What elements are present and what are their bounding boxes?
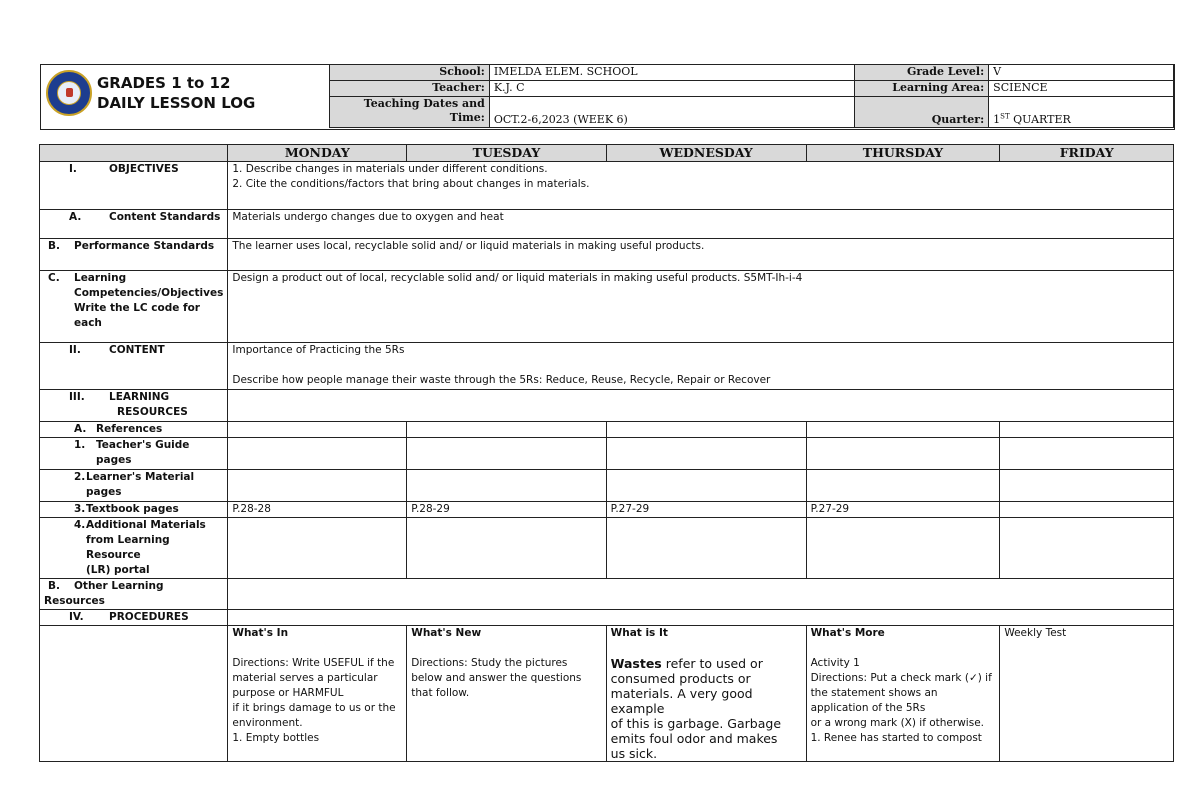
day-header-row	[40, 145, 1174, 162]
content-standards-row	[40, 210, 1174, 239]
textbook-monday: P.28-28	[228, 502, 407, 518]
content-standards-text: Materials undergo changes due to oxygen and heat	[228, 210, 1174, 239]
textbook-friday	[1000, 502, 1174, 518]
textbook-wednesday: P.27-29	[606, 502, 806, 518]
competencies-text: Design a product out of local, recyclable solid and/ or liquid materials in making useful products. S5MT-Ih-i-4	[228, 271, 1174, 343]
references-label: A. References	[40, 422, 228, 438]
performance-standards-label: B. Performance Standards	[40, 239, 228, 271]
learners-material-label: 2.Learner's Material pages	[40, 470, 228, 502]
performance-standards-text: The learner uses local, recyclable solid and/ or liquid materials in making useful products.	[228, 239, 1174, 271]
dates-label: Teaching Dates and Time:	[330, 97, 490, 128]
competencies-label: C. Learning Competencies/Objectives Write the LC code for each	[40, 271, 228, 343]
procedures-row	[40, 610, 1174, 626]
textbook-thursday: P.27-29	[806, 502, 1000, 518]
grade-label: Grade Level:	[855, 65, 989, 81]
objectives-text: 1. Describe changes in materials under different conditions. 2. Cite the conditions/factors that bring about changes in materials.	[228, 162, 1174, 210]
content-text: Importance of Practicing the 5Rs Describe how people manage their waste through the 5Rs: Reduce, Reuse, Recycle, Repair or Recover	[228, 343, 1174, 390]
teachers-guide-label: 1. Teacher's Guide pages	[40, 438, 228, 470]
area-label: Learning Area:	[855, 81, 989, 97]
procedure-thursday: What's More Activity 1 Directions: Put a check mark (✓) if the statement shows an application of the 5Rs or a wrong mark (X) if otherwise. 1. Renee has started to compost	[806, 626, 1000, 762]
quarter-label: Quarter:	[855, 97, 989, 128]
day-thursday: THURSDAY	[806, 145, 1000, 162]
procedure-monday: What's In Directions: Write USEFUL if the material serves a particular purpose or HARMFUL if it brings damage to us or the environment. 1. Empty bottles	[228, 626, 407, 762]
references-row	[40, 422, 1174, 438]
procedure-friday: Weekly Test	[1000, 626, 1174, 762]
learners-material-row	[40, 470, 1174, 502]
content-row	[40, 343, 1174, 390]
content-standards-label: A. Content Standards	[40, 210, 228, 239]
teacher-label: Teacher:	[330, 81, 490, 97]
area-value: SCIENCE	[989, 81, 1174, 97]
textbook-row	[40, 502, 1174, 518]
title-dll: DAILY LESSON LOG	[97, 94, 256, 112]
procedure-tuesday: What's New Directions: Study the pictures below and answer the questions that follow.	[407, 626, 606, 762]
objectives-row	[40, 162, 1174, 210]
additional-materials-label: 4.Additional Materials from Learning Resource (LR) portal	[40, 518, 228, 579]
title-grades: GRADES 1 to 12	[97, 74, 231, 92]
procedures-label: IV. PROCEDURES	[40, 610, 228, 626]
procedures-content-row	[40, 626, 1174, 762]
school-label: School:	[330, 65, 490, 81]
deped-seal-icon	[46, 70, 92, 116]
textbook-tuesday: P.28-29	[407, 502, 606, 518]
resources-label: III. LEARNING RESOURCES	[40, 390, 228, 422]
corner-cell	[40, 145, 228, 162]
objectives-label: I. OBJECTIVES	[40, 162, 228, 210]
day-tuesday: TUESDAY	[407, 145, 606, 162]
resources-row	[40, 390, 1174, 422]
other-resources-row	[40, 579, 1174, 610]
performance-standards-row	[40, 239, 1174, 271]
school-value: IMELDA ELEM. SCHOOL	[489, 65, 854, 81]
competencies-row	[40, 271, 1174, 343]
other-resources-label: B. Other Learning Resources	[40, 579, 228, 610]
procedure-wednesday: What is It Wastes refer to used or consumed products or materials. A very good example of this is garbage. Garbage emits foul odor and makes us sick.	[606, 626, 806, 762]
grade-value: V	[989, 65, 1174, 81]
day-wednesday: WEDNESDAY	[606, 145, 806, 162]
resources-text	[228, 390, 1174, 422]
day-monday: MONDAY	[228, 145, 407, 162]
day-friday: FRIDAY	[1000, 145, 1174, 162]
textbook-label: 3.Textbook pages	[40, 502, 228, 518]
lesson-log-table	[39, 144, 1174, 762]
content-label: II. CONTENT	[40, 343, 228, 390]
teacher-value: K.J. C	[489, 81, 854, 97]
additional-materials-row	[40, 518, 1174, 579]
teachers-guide-row	[40, 438, 1174, 470]
dates-value: OCT.2-6,2023 (WEEK 6)	[489, 97, 854, 128]
quarter-value: 1ST QUARTER	[989, 97, 1174, 128]
header-info-table	[329, 64, 1174, 128]
